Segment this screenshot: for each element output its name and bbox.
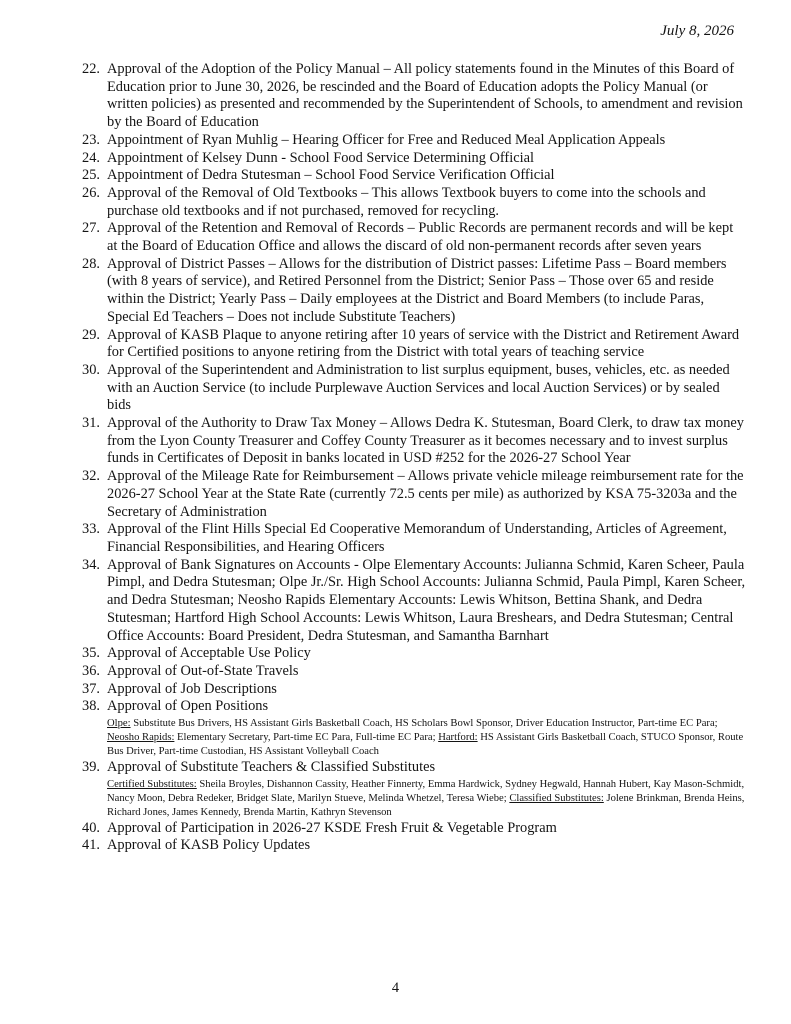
item-text: Appointment of Ryan Muhlig – Hearing Officer for Free and Reduced Meal Application Appeals: [107, 131, 666, 148]
agenda-list: [82, 61, 747, 855]
certified-substitutes-names: Sheila Broyles, Dishannon Cassity, Heather Finnerty, Emma Hardwick, Sydney Hegwald, Hannah Hubert, Kay Mason-Schmidt, Nancy Moon, Debra Redeker, Bridget Slate, Marilyn Stueve, Melinda Whetzel, Teresa Wiebe;: [107, 778, 745, 804]
item-number: 35.: [82, 645, 100, 662]
item-number: 37.: [82, 680, 100, 697]
item-number: 30.: [82, 361, 100, 378]
classified-substitutes-names: Jolene Brinkman, Brenda Heins, Richard Jones, James Kennedy, Brenda Martin, Kathryn Stevenson: [107, 792, 745, 818]
agenda-item-41: [82, 837, 747, 855]
item-number: 36.: [82, 662, 100, 679]
olpe-positions: Substitute Bus Drivers, HS Assistant Girls Basketball Coach, HS Scholars Bowl Sponsor, Driver Education Instructor, Part-time EC Para;: [130, 718, 718, 730]
item-text: Approval of the Adoption of the Policy Manual – All policy statements found in the Minutes of this Board of Education prior to June 30, 2026, be rescinded and the Board of Education adopts the Policy Manual (or written policies) as presented and recommended by the Superintendent of Schools, to amendment and revision by the Board of Education: [107, 61, 743, 131]
item-text: Approval of Participation in 2026-27 KSDE Fresh Fruit & Vegetable Program: [107, 819, 557, 836]
agenda-item-24: [82, 150, 747, 168]
item-text: Appointment of Kelsey Dunn - School Food Service Determining Official: [107, 149, 534, 166]
agenda-item-33: [82, 521, 747, 556]
agenda-item-32: [82, 468, 747, 521]
item-text: Approval of Open Positions: [107, 698, 269, 715]
item-text: Approval of Bank Signatures on Accounts - Olpe Elementary Accounts: Julianna Schmid, Karen Scheer, Paula Pimpl, and Dedra Stutesman; Olpe Jr./Sr. High School Accounts: Julianna Schmid, Paula Pimpl, Karen Scheer, and Dedra Stutesman; Neosho Rapids Elementary Accounts: Lewis Whitson, Bettina Shank, and Dedra Stutesman; Hartford High School Accounts: Lewis Whitson, Laura Breshears, and Dedra Stutesman; Central Office Accounts: Board President, Dedra Stutesman, and Samantha Barnhart: [107, 556, 746, 644]
open-positions-detail: [107, 717, 747, 759]
item-text: Approval of Acceptable Use Policy: [107, 645, 311, 662]
hartford-label: Hartford:: [438, 732, 478, 744]
item-number: 23.: [82, 131, 100, 148]
agenda-item-25: [82, 167, 747, 185]
agenda-item-40: [82, 820, 747, 838]
item-number: 24.: [82, 149, 100, 166]
substitutes-detail: [107, 778, 747, 820]
agenda-item-34: [82, 557, 747, 646]
item-text: Appointment of Dedra Stutesman – School Food Service Verification Official: [107, 167, 555, 184]
item-text: Approval of Out-of-State Travels: [107, 662, 299, 679]
agenda-item-39: [82, 759, 747, 820]
agenda-item-31: [82, 415, 747, 468]
item-text: Approval of the Flint Hills Special Ed Cooperative Memorandum of Understanding, Articles of Agreement, Financial Responsibilities, and Hearing Officers: [107, 521, 727, 555]
item-number: 41.: [82, 837, 100, 854]
item-text: Approval of District Passes – Allows for the distribution of District passes: Lifetime Pass – Board members (with 8 years of service), and Retired Personnel from the District; Senior Pass – Those over 65 and reside within the District; Yearly Pass – Daily employees at the District and Board Members (to include Paras, Special Ed Teachers – Does not include Substitute Teachers): [107, 255, 727, 325]
agenda-item-29: [82, 327, 747, 362]
item-number: 28.: [82, 255, 100, 272]
item-content: [107, 759, 747, 820]
item-number: 27.: [82, 220, 100, 237]
item-text: Approval of the Retention and Removal of Records – Public Records are permanent records and will be kept at the Board of Education Office and allows the discard of old non-permanent records after seven years: [107, 220, 734, 255]
item-text: Approval of Substitute Teachers & Classified Substitutes: [107, 759, 436, 776]
item-number: 26.: [82, 184, 100, 201]
neosho-rapids-label: Neosho Rapids:: [107, 732, 175, 744]
agenda-item-23: [82, 132, 747, 150]
item-number: 29.: [82, 326, 100, 343]
item-number: 40.: [82, 819, 100, 836]
classified-substitutes-label: Classified Substitutes:: [509, 792, 604, 804]
item-text: Approval of the Mileage Rate for Reimbursement – Allows private vehicle mileage reimbursement rate for the 2026-27 School Year at the State Rate (currently 72.5 cents per mile) as authorized by KSA 75-3203a and the Secretary of Administration: [107, 468, 744, 520]
item-text: Approval of the Authority to Draw Tax Money – Allows Dedra K. Stutesman, Board Clerk, to draw tax money from the Lyon County Treasurer and Coffey County Treasurer as it becomes necessary and to invest surplus funds in Certificates of Deposit in banks located in USD #252 for the 2026-27 School Year: [107, 415, 745, 467]
document-date: July 8, 2026: [660, 23, 734, 39]
agenda-item-35: [82, 645, 747, 663]
agenda-item-27: [82, 220, 747, 255]
item-number: 34.: [82, 556, 100, 573]
agenda-item-36: [82, 663, 747, 681]
item-text: Approval of KASB Policy Updates: [107, 837, 311, 854]
item-number: 39.: [82, 759, 100, 776]
item-content: [107, 698, 747, 759]
agenda-item-22: [82, 61, 747, 132]
item-number: 38.: [82, 698, 100, 715]
item-number: 31.: [82, 415, 100, 432]
agenda-item-26: [82, 185, 747, 220]
agenda-item-37: [82, 681, 747, 699]
agenda-item-30: [82, 362, 747, 415]
item-number: 33.: [82, 521, 100, 538]
item-text: Approval of KASB Plaque to anyone retiring after 10 years of service with the District and Retirement Award for Certified positions to anyone retiring from the District with total years of teaching service: [107, 326, 740, 361]
item-number: 22.: [82, 61, 100, 77]
hartford-positions: HS Assistant Girls Basketball Coach, STUCO Sponsor, Route Bus Driver, Part-time Custodian, HS Assistant Volleyball Coach: [107, 732, 744, 758]
certified-substitutes-label: Certified Substitutes:: [107, 778, 197, 790]
item-number: 25.: [82, 167, 100, 184]
agenda-item-28: [82, 256, 747, 327]
neosho-rapids-positions: Elementary Secretary, Part-time EC Para, Full-time EC Para;: [174, 732, 439, 744]
olpe-label: Olpe:: [107, 718, 131, 730]
item-text: Approval of the Superintendent and Administration to list surplus equipment, buses, vehicles, etc. as needed with an Auction Service (to include Purplewave Auction Services and local Auction Services) or by sealed bids: [107, 361, 730, 414]
item-text: Approval of Job Descriptions: [107, 680, 277, 697]
item-number: 32.: [82, 468, 100, 485]
item-text: Approval of the Removal of Old Textbooks – This allows Textbook buyers to come into the schools and purchase old textbooks and if not purchased, removed for recycling.: [107, 184, 706, 219]
agenda-item-38: [82, 698, 747, 759]
page-number: 4: [391, 980, 400, 996]
